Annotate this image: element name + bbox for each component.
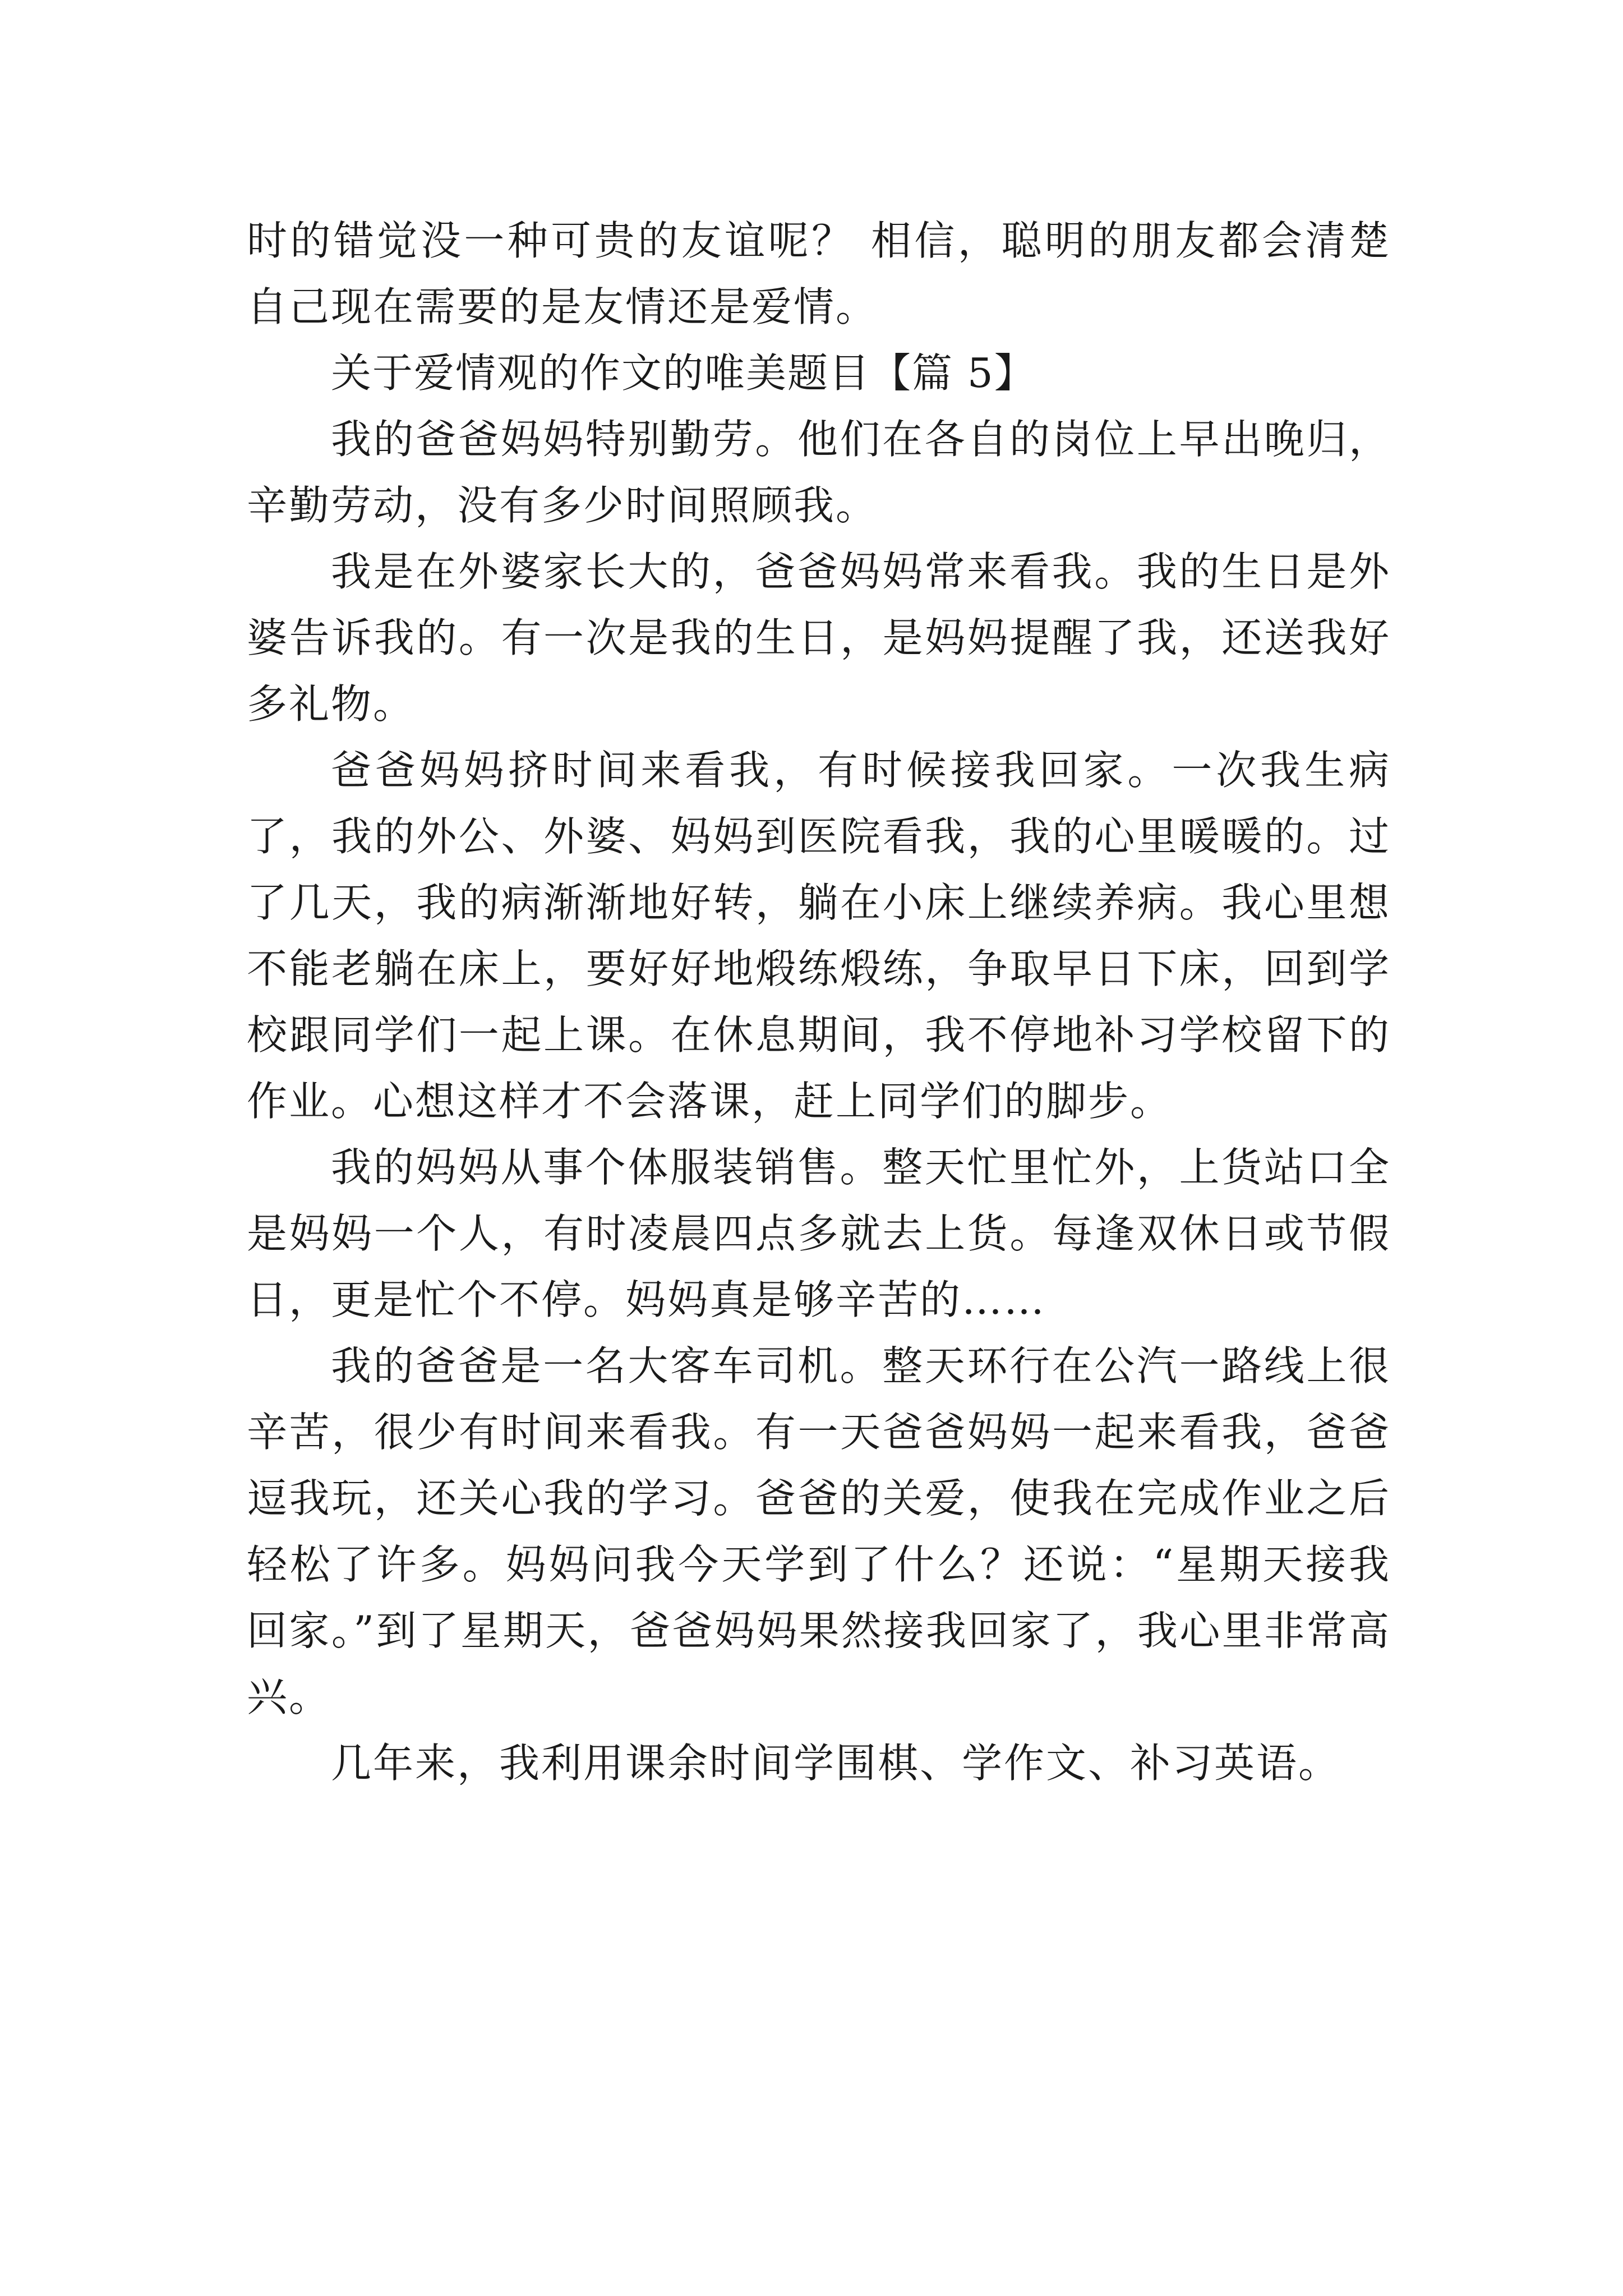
- paragraph: 爸爸妈妈挤时间来看我，有时候接我回家。一次我生病了，我的外公、外婆、妈妈到医院看我，我的心里暖暖的。过了几天，我的病渐渐地好转，躺在小床上继续养病。我心里想不能老躺在床上，要好好地煅练煅练，争取早日下床，回到学校跟同学们一起上课。在休息期间，我不停地补习学校留下的作业。心想这样才不会落课，赶上同学们的脚步。: [247, 747, 1391, 1125]
- paragraph: 几年来，我利用课余时间学围棋、学作文、补习英语。: [331, 1740, 1341, 1787]
- paragraph: 我的爸爸妈妈特别勤劳。他们在各自的岗位上早出晚归，辛勤劳动，没有多少时间照顾我。: [247, 416, 1391, 529]
- continued-paragraph: 时的错觉没一种可贵的友谊呢？ 相信，聪明的朋友都会清楚自己现在需要的是友情还是爱情。: [247, 217, 1391, 330]
- paragraph: 我的爸爸是一名大客车司机。整天环行在公汽一路线上很辛苦，很少有时间来看我。有一天爸爸妈妈一起来看我，爸爸逗我玩，还关心我的学习。爸爸的关爱，使我在完成作业之后轻松了许多。妈妈问我今天学到了什么？还说：“星期天接我回家。”到了星期天，爸爸妈妈果然接我回家了，我心里非常高兴。: [247, 1342, 1391, 1720]
- document-body: [247, 208, 1391, 1796]
- section-heading: 关于爱情观的作文的唯美题目【篇 5】: [331, 349, 1036, 397]
- paragraph: 我的妈妈从事个体服装销售。整天忙里忙外，上货站口全是妈妈一个人，有时凌晨四点多就去上货。每逢双休日或节假日，更是忙个不停。妈妈真是够辛苦的……: [247, 1144, 1391, 1323]
- paragraph: 我是在外婆家长大的，爸爸妈妈常来看我。我的生日是外婆告诉我的。有一次是我的生日，是妈妈提醒了我，还送我好多礼物。: [247, 548, 1391, 728]
